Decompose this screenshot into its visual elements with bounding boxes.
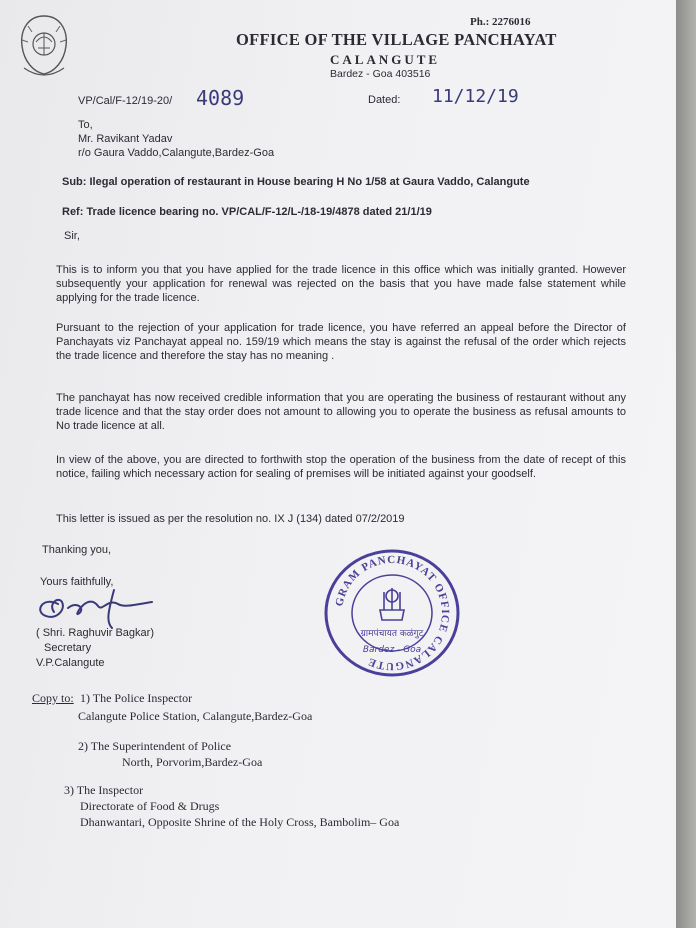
body-paragraph-1: This is to inform you that you have applied for the trade licence in this office which was initially granted. However subsequently your application for renewal was rejected on the basis that you have made false statement while applying for the trade licence. — [56, 264, 626, 304]
body-paragraph-4: In view of the above, you are directed to forthwith stop the operation of the business from the date of recept of this notice, failing which necessary action for sealing of premises will be initiated against your goodself. — [56, 454, 626, 480]
recipient-block — [78, 118, 274, 160]
copy-item-2-address: North, Porvorim,Bardez-Goa — [122, 755, 263, 769]
subject-line: Sub: Ilegal operation of restaurant in House bearing H No 1/58 at Gaura Vaddo, Calangute — [62, 176, 530, 188]
salutation: Sir, — [64, 230, 80, 242]
copy-item-3-title: 3) The Inspector — [64, 783, 144, 797]
copy-item-3-address: Dhanwantari, Opposite Shrine of the Holy Cross, Bambolim– Goa — [80, 815, 400, 829]
signature-icon — [28, 582, 188, 632]
stamp-outer-text: GRAM PANCHAYAT OFFICE CALANGUTE — [333, 553, 452, 673]
thanking-line: Thanking you, — [42, 544, 112, 556]
reference-number-handwritten: 4089 — [196, 86, 245, 110]
signer-office: V.P.Calangute — [36, 657, 105, 669]
to-label: To, — [78, 119, 93, 131]
emblem-icon — [380, 588, 404, 620]
copy-to-heading: Copy to: — [32, 691, 74, 705]
copy-item-3-department: Directorate of Food & Drugs — [80, 799, 220, 813]
goa-emblem-icon — [14, 12, 74, 82]
reference-line: Ref: Trade licence bearing no. VP/CAL/F-12/L-/18-19/4878 dated 21/1/19 — [62, 206, 432, 218]
town-name: CALANGUTE — [330, 52, 441, 67]
dated-label: Dated: — [368, 94, 401, 106]
office-title: OFFICE OF THE VILLAGE PANCHAYAT — [236, 30, 557, 49]
stamp-bottom-text: Bardez - Goa — [362, 645, 422, 655]
recipient-address: r/o Gaura Vaddo,Calangute,Bardez-Goa — [78, 147, 275, 159]
body-paragraph-5: This letter is issued as per the resolution no. IX J (134) dated 07/2/2019 — [56, 513, 405, 525]
reference-number-prefix: VP/Cal/F-12/19-20/ — [78, 95, 173, 107]
body-paragraph-3: The panchayat has now received credible information that you are operating the business of restaurant without any trade licence and that the stay order does not amount to allowing you to operate the business as refusal amounts to No trade licence at all. — [56, 392, 626, 432]
stamp-inner-text: ग्रामपंचायत कळंगुट — [360, 629, 424, 639]
recipient-name: Mr. Ravikant Yadav — [78, 133, 173, 145]
copy-item-1-address: Calangute Police Station, Calangute,Bardez-Goa — [78, 709, 313, 723]
official-stamp-icon — [322, 548, 462, 678]
copy-item-2-title: 2) The Superintendent of Police — [78, 739, 232, 753]
phone-number: Ph.: 2276016 — [470, 16, 531, 28]
page-edge-shadow — [676, 0, 696, 928]
copy-item-1-title: 1) The Police Inspector — [80, 691, 193, 705]
signer-block — [36, 626, 154, 671]
yours-faithfully: Yours faithfully, — [40, 576, 114, 588]
copy-to-label — [32, 690, 74, 706]
body-paragraph-2: Pursuant to the rejection of your application for trade licence, you have referred an appeal before the Director of Panchayats viz Panchayat appeal no. 159/19 which means the stay is against the refusal of the order which rejects the trade licence and therefore the stay has no meaning . — [56, 322, 626, 362]
date-handwritten: 11/12/19 — [432, 86, 519, 107]
signer-name: ( Shri. Raghuvir Bagkar) — [36, 627, 154, 639]
office-address: Bardez - Goa 403516 — [330, 68, 431, 80]
signer-designation: Secretary — [44, 642, 92, 654]
